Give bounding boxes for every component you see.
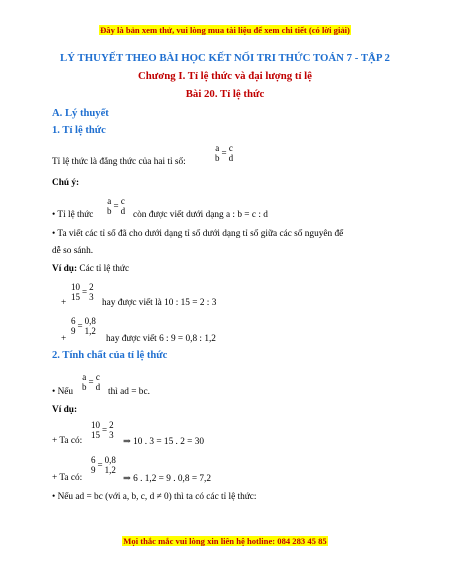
fraction-c-d: [228, 143, 235, 163]
section-a-heading: A. Lý thuyết: [52, 108, 109, 119]
equals-sign: =: [88, 377, 94, 387]
property-1-suffix: thì ad = bc.: [108, 387, 150, 397]
example-3-prefix: + Ta có:: [52, 436, 83, 446]
fraction-c-d: [95, 372, 102, 392]
chapter-title: Chương I. Tỉ lệ thức và đại lượng tỉ lệ: [138, 70, 312, 82]
fraction-2-3: [88, 282, 95, 302]
numerator: c: [95, 372, 100, 382]
fraction-0-8-1-2: [104, 455, 117, 475]
numerator: a: [82, 372, 87, 382]
denominator: 9: [91, 465, 96, 475]
fraction-6-9: [70, 316, 77, 336]
hotline-banner-text: Mọi thắc mắc vui lòng xin liên hệ hotline: 084 283 45 85: [123, 536, 327, 546]
fraction-0-8-1-2: [84, 316, 97, 336]
hotline-banner: [0, 536, 450, 546]
equals-sign: =: [102, 425, 108, 435]
denominator: d: [120, 206, 126, 216]
example-text: Các tỉ lệ thức: [79, 264, 130, 274]
numerator: 10: [91, 420, 100, 430]
example-2-plus: +: [61, 334, 67, 344]
equals-sign: =: [82, 287, 88, 297]
example-label: Ví dụ:: [52, 264, 78, 274]
equals-sign: =: [97, 460, 103, 470]
example-3-text: ⇒ 10 . 3 = 15 . 2 = 30: [123, 437, 205, 447]
fraction-a-b: [81, 372, 88, 392]
denominator: b: [82, 382, 87, 392]
numerator: 6: [71, 316, 76, 326]
equals-sign: =: [77, 321, 83, 331]
numerator: 6: [91, 455, 96, 465]
denominator: 3: [109, 430, 114, 440]
lesson-title: Bài 20. Tỉ lệ thức: [185, 88, 265, 100]
denominator: d: [95, 382, 101, 392]
note-label: Chú ý:: [52, 178, 80, 188]
fraction-10-15: [90, 420, 101, 440]
definition-formula: [214, 143, 234, 163]
fraction-c-d: [120, 196, 127, 216]
note-1-prefix: • Tỉ lệ thức: [52, 210, 94, 220]
numerator: a: [107, 196, 112, 206]
property-1-prefix: • Nếu: [52, 387, 74, 397]
numerator: 2: [109, 420, 114, 430]
example-3-formula: [90, 420, 115, 440]
example-1-formula: [70, 282, 95, 302]
numerator: c: [228, 143, 233, 153]
equals-sign: =: [113, 201, 119, 211]
property-1-formula: [81, 372, 101, 392]
definition-text: Tỉ lệ thức là đẳng thức của hai tỉ số:: [52, 157, 186, 167]
denominator: b: [215, 153, 220, 163]
denominator: 1,2: [84, 326, 96, 336]
fraction-2-3: [108, 420, 115, 440]
preview-banner-text: Đây là bản xem thử, vui lòng mua tài liệu để xem chi tiết (có lời giải): [100, 25, 350, 35]
example-4-prefix: + Ta có:: [52, 473, 83, 483]
example-4-text: ⇒ 6 . 1,2 = 9 . 0,8 = 7,2: [123, 474, 212, 484]
example-2-text: hay được viết 6 : 9 = 0,8 : 1,2: [106, 334, 216, 344]
fraction-10-15: [70, 282, 81, 302]
numerator: 10: [71, 282, 80, 292]
section-2-heading: 2. Tính chất của tỉ lệ thức: [52, 350, 168, 361]
denominator: 9: [71, 326, 76, 336]
example-heading: [52, 264, 129, 274]
denominator: 1,2: [104, 465, 116, 475]
example-4-formula: [90, 455, 117, 475]
example-1-text: hay được viết là 10 : 15 = 2 : 3: [102, 298, 217, 308]
section-1-heading: 1. Tỉ lệ thức: [52, 125, 106, 136]
note-2-line-2: dễ so sánh.: [52, 246, 94, 256]
example-2-label: Ví dụ:: [52, 405, 78, 415]
note-2-line-1: • Ta viết các tỉ số đã cho dưới dạng tỉ số dưới dạng tỉ số giữa các số nguyên để: [52, 229, 344, 239]
fraction-6-9: [90, 455, 97, 475]
numerator: 0,8: [84, 316, 96, 326]
property-2: • Nếu ad = bc (với a, b, c, d ≠ 0) thì ta có các tỉ lệ thức:: [52, 492, 257, 502]
example-1-plus: +: [61, 298, 67, 308]
denominator: 3: [89, 292, 94, 302]
fraction-a-b: [214, 143, 221, 163]
denominator: 15: [91, 430, 100, 440]
preview-banner: [0, 25, 450, 35]
denominator: d: [228, 153, 234, 163]
denominator: b: [107, 206, 112, 216]
fraction-a-b: [106, 196, 113, 216]
numerator: 0,8: [104, 455, 116, 465]
numerator: 2: [89, 282, 94, 292]
numerator: a: [215, 143, 220, 153]
denominator: 15: [71, 292, 80, 302]
note-1-suffix: còn được viết dưới dạng a : b = c : d: [133, 210, 268, 220]
example-2-formula: [70, 316, 97, 336]
document-title: LÝ THUYẾT THEO BÀI HỌC KẾT NỐI TRI THỨC TOÁN 7 - TẬP 2: [60, 52, 390, 64]
equals-sign: =: [221, 148, 227, 158]
numerator: c: [120, 196, 125, 206]
note-1-formula: [106, 196, 126, 216]
